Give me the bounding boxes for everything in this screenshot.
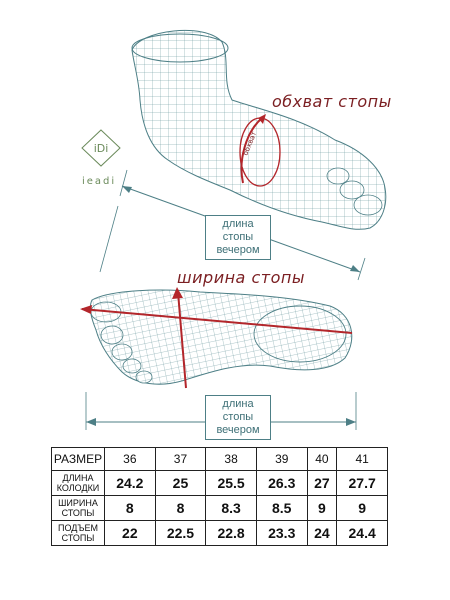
size-cell: 38	[206, 448, 257, 471]
length-label-top-line-1: длина	[222, 218, 254, 230]
length-arrowhead-right-top	[350, 265, 360, 272]
length-label-bottom-line-2: стопы	[222, 411, 254, 423]
logo-mark: iDi	[93, 142, 109, 155]
sole-length-arrowhead	[80, 305, 92, 314]
value-cell: 22.8	[206, 521, 257, 546]
width-label: ширина стопы	[177, 268, 305, 287]
girth-small-label: обхват	[241, 130, 259, 157]
extension-line-toe	[358, 258, 365, 280]
row-header-line: ШИРИНА	[58, 498, 98, 508]
row-header-line: СТОПЫ	[61, 508, 95, 518]
value-cell: 25	[155, 471, 206, 496]
logo-wordmark: ieadi	[82, 176, 117, 187]
row-header-line: КОЛОДКИ	[56, 483, 100, 493]
size-cell: 41	[337, 448, 388, 471]
row-header-line: СТОПЫ	[61, 533, 95, 543]
row-header-line: ДЛИНА	[62, 473, 94, 483]
value-cell: 26.3	[256, 471, 307, 496]
size-row	[52, 448, 388, 471]
value-cell: 24.4	[337, 521, 388, 546]
length-label-top-line-3: вечером	[216, 244, 260, 256]
length-label-bottom	[205, 395, 271, 440]
value-cell: 27.7	[337, 471, 388, 496]
value-cell: 25.5	[206, 471, 257, 496]
sole-toe-2	[101, 326, 123, 344]
row-header-line: ПОДЪЕМ	[58, 523, 98, 533]
brand-logo	[82, 130, 120, 166]
value-cell: 23.3	[256, 521, 307, 546]
value-cell: 8.5	[256, 496, 307, 521]
sole-toe-3	[112, 344, 132, 360]
length-label-bottom-line-1: длина	[222, 398, 254, 410]
size-header-cell: РАЗМЕР	[52, 448, 105, 471]
toe-2	[340, 181, 364, 199]
length-label-top	[205, 215, 271, 260]
value-cell: 24	[307, 521, 337, 546]
value-cell: 9	[307, 496, 337, 521]
size-table	[51, 447, 388, 546]
length-label-top-line-2: стопы	[222, 231, 254, 243]
value-cell: 27	[307, 471, 337, 496]
length-arrowhead-left-bottom	[86, 418, 96, 426]
foot-width-row	[52, 496, 388, 521]
length-arrowhead-left-top	[122, 186, 132, 193]
row-header-cell	[52, 471, 105, 496]
row-header-cell	[52, 496, 105, 521]
value-cell: 22	[105, 521, 156, 546]
size-cell: 40	[307, 448, 337, 471]
sole-toe-4	[123, 359, 141, 373]
length-label-bottom-line-3: вечером	[216, 424, 260, 436]
value-cell: 9	[337, 496, 388, 521]
value-cell: 22.5	[155, 521, 206, 546]
value-cell: 8	[155, 496, 206, 521]
value-cell: 8.3	[206, 496, 257, 521]
size-cell: 36	[105, 448, 156, 471]
length-arrowhead-right-bottom	[346, 418, 356, 426]
row-header-cell	[52, 521, 105, 546]
instep-row	[52, 521, 388, 546]
extension-line-heel	[120, 170, 127, 196]
side-foot-shape	[132, 30, 386, 229]
toe-3	[327, 168, 349, 184]
value-cell: 24.2	[105, 471, 156, 496]
value-cell: 8	[105, 496, 156, 521]
vertical-guide	[100, 206, 118, 272]
girth-label: обхват стопы	[272, 92, 392, 111]
size-cell: 37	[155, 448, 206, 471]
last-length-row	[52, 471, 388, 496]
sole-toe-5	[136, 371, 152, 383]
size-cell: 39	[256, 448, 307, 471]
